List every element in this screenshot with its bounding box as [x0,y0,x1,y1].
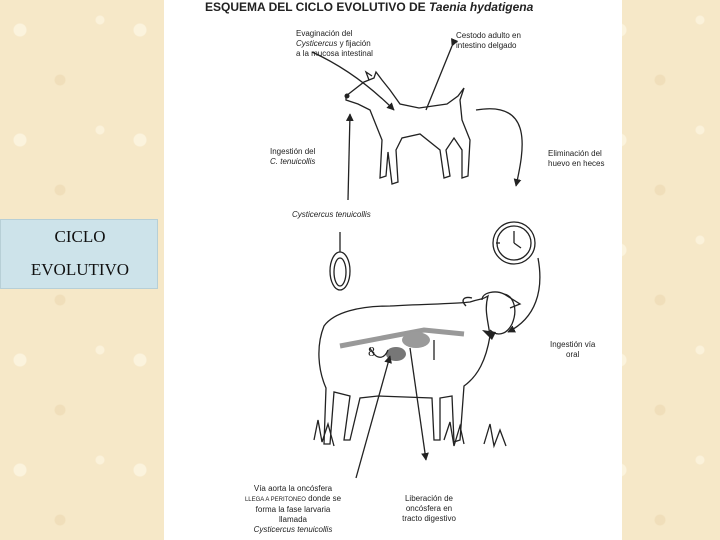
title-prefix: ESQUEMA DEL CICLO EVOLUTIVO DE [205,0,430,14]
arrows-top [312,46,522,200]
label-oral-ingestion [550,340,595,360]
label-liberation [396,494,462,524]
label-adult-cestode [456,31,521,51]
label-evagination-line3: a la mucosa intestinal [296,49,373,58]
title-species: Taenia hydatigena [429,0,534,14]
dog-nose [345,94,350,99]
label-aorta-line3: forma la fase larvaria [255,505,331,514]
label-elimination-line2: huevo en heces [548,159,605,168]
sheep-illustration [314,292,520,446]
label-adult-line1: Cestodo adulto en [456,31,521,40]
svg-text:8: 8 [368,345,375,360]
label-aorta-handwritten: LLEGA A PERITONEO [244,497,306,503]
dog-illustration [345,72,471,184]
label-ingestion-line1: Ingestión del [270,147,316,156]
label-oral-line2: oral [566,350,580,359]
label-evagination-line1: Evaginación del [296,29,353,38]
label-ingestion [270,147,315,167]
label-aorta-line2 [236,494,350,505]
diagram-title [205,0,533,14]
label-aorta-line2-rest: donde se [305,494,342,503]
side-title-box [0,219,158,289]
arrows-bottom [356,348,426,478]
label-cysticercus: Cysticercus tenuicollis [292,210,371,219]
label-evagination-species: Cysticercus [296,39,338,48]
label-aorta-line4: llamada [278,515,307,524]
label-elimination-line1: Eliminación del [548,149,602,158]
label-liberation-line2: oncósfera en [405,504,453,513]
side-title-line2: EVOLUTIVO [30,260,130,279]
cyst-illustration [330,232,350,290]
label-liberation-line3: tracto digestivo [402,514,456,523]
label-aorta [236,484,350,535]
label-elimination [548,149,605,169]
label-aorta-line1: Vía aorta la oncósfera [253,484,333,493]
clock-icon [493,222,535,264]
label-liberation-line1: Liberación de [404,494,454,503]
label-evagination [296,29,373,59]
label-aorta-line5: Cysticercus tenuicollis [253,525,333,534]
label-adult-line2: intestino delgado [456,41,517,50]
label-ingestion-line2: C. tenuicollis [270,157,316,166]
label-evagination-rest: y fijación [337,39,371,48]
life-cycle-illustration [164,0,622,540]
side-title-line1: CICLO [54,227,106,246]
label-evagination-line2 [296,39,373,49]
label-oral-line1: Ingestión vía [550,340,596,349]
